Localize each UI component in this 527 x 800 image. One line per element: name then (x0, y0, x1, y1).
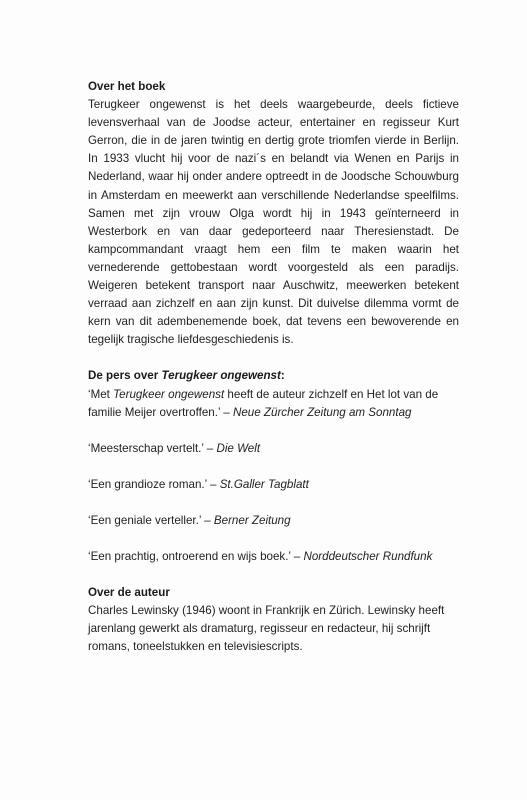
press-heading-title: Terugkeer ongewenst (161, 369, 281, 383)
quote-source: Neue Zürcher Zeitung am Sonntag (232, 405, 412, 419)
press-heading-prefix: De pers over (88, 369, 162, 383)
quote-source: Berner Zeitung (213, 513, 291, 527)
quote-text: heeft de auteur zichzelf en Het lot van de familie Meijer overtroffen.’ – (88, 387, 439, 419)
press-heading-suffix: : (280, 369, 285, 383)
about-author-heading: Over de auteur (88, 586, 170, 600)
quote-spacer (88, 458, 459, 476)
quote-source: St.Galler Tagblatt (219, 477, 309, 491)
quote-source: Die Welt (216, 441, 261, 455)
about-author-text: Charles Lewinsky (1946) woont in Frankrijk en Zürich. Lewinsky heeft jarenlang gewerkt als dramaturg, regisseur en redacteur, hij schrijft romans, toneelstukken en televisiescripts. (88, 604, 445, 654)
about-author-section (88, 584, 459, 656)
section-spacer (88, 566, 459, 584)
about-book-heading: Over het boek (88, 80, 166, 93)
quote-source: Norddeutscher Rundfunk (303, 549, 433, 563)
press-quote (88, 512, 459, 530)
section-spacer (88, 349, 459, 367)
quote-text: ‘Een geniale verteller.’ – (88, 513, 214, 527)
quote-text: ‘Meesterschap vertelt.’ – (88, 441, 217, 455)
text-column (88, 78, 459, 656)
quote-text: ‘Met (88, 387, 114, 401)
quote-text: ‘Een grandioze roman.’ – (88, 477, 220, 491)
about-book-text: Terugkeer ongewenst is het deels waargebeurde, deels fictieve levensverhaal van de Joodse acteur, entertainer en regisseur Kurt Gerron, die in de jaren twintig en dertig grote triomfen vierde in Berlijn. In 1933 vlucht hij voor de nazi´s en belandt via Wenen en Parijs in Nederland, waar hij onder andere optreedt in de Joodsche Schouwburg in Amsterdam en meewerkt aan verschillende Nederlandse speelfilms. Samen met zijn vrouw Olga wordt hij in 1943 geïnterneerd in Westerbork en van daar gedeporteerd naar Theresienstadt. De kampcommandant vraagt hem een film te maken waarin het vernederende gettobestaan wordt voorgesteld als een paradijs. Weigeren betekent transport naar Auschwitz, meewerken betekent verraad aan zichzelf en aan zijn kunst. Dit duivelse dilemma vormt de kern van dit adembenemende boek, dat tevens een bewoverende en tegelijk tragische liefdesgeschiedenis is. (88, 98, 459, 347)
press-quote (88, 440, 459, 458)
press-heading (88, 367, 459, 385)
about-book-section (88, 78, 459, 349)
press-section (88, 367, 459, 566)
press-quote (88, 476, 459, 494)
quote-spacer (88, 422, 459, 440)
quote-book-title: Terugkeer ongewenst (113, 387, 225, 401)
quote-spacer (88, 494, 459, 512)
quote-spacer (88, 530, 459, 548)
quote-text: ‘Een prachtig, ontroerend en wijs boek.’ – (88, 549, 304, 563)
press-quote (88, 548, 459, 566)
press-quote (88, 386, 459, 422)
